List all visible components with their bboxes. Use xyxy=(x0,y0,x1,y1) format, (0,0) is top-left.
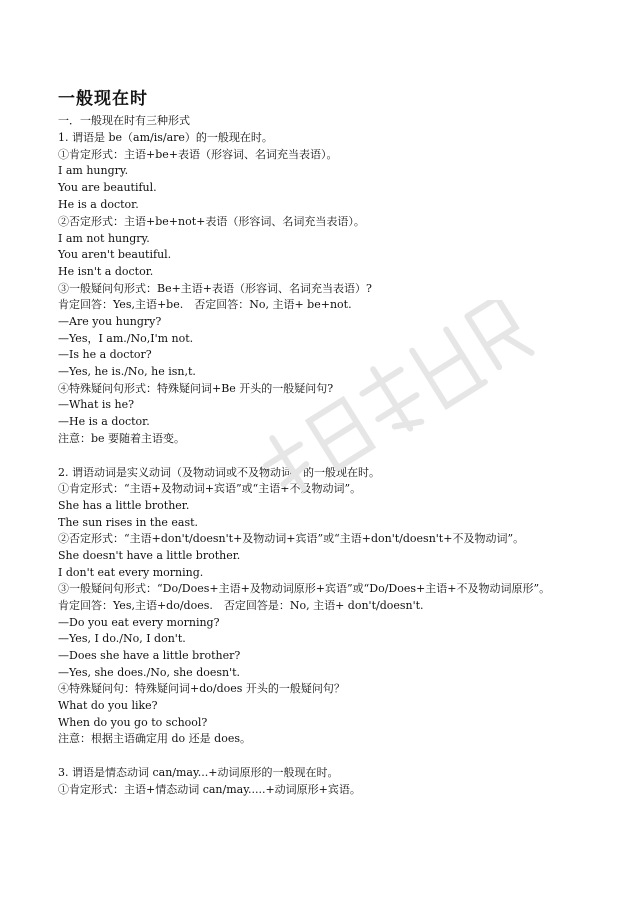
text-line: 注意：be 要随着主语变。 xyxy=(58,432,186,445)
text-line: What do you like? xyxy=(58,699,158,712)
text-line: I am hungry. xyxy=(58,164,129,177)
text-line: ③一般疑问句形式：“Do/Does+主语+及物动词原形+宾语”或“Do/Does+主语+不及物动词原形”。 xyxy=(58,582,551,595)
text-line: She doesn't have a little brother. xyxy=(58,549,241,562)
text-line: —Yes, he is./No, he isn,t. xyxy=(58,365,196,378)
text-line: You aren't beautiful. xyxy=(58,248,172,261)
text-line: ④特殊疑问句：特殊疑问词+do/does 开头的一般疑问句？ xyxy=(58,682,345,695)
text-line: ③一般疑问句形式：Be+主语+表语（形容词、名词充当表语）? xyxy=(58,282,372,295)
text-line: ①肯定形式：主语+情态动词 can/may.....+动词原形+宾语。 xyxy=(58,783,361,796)
text-line: —Yes, she does./No, she doesn't. xyxy=(58,666,241,679)
text-line: 注意：根据主语确定用 do 还是 does。 xyxy=(58,732,251,745)
text-line: ②否定形式：主语+be+not+表语（形容词、名词充当表语）。 xyxy=(58,215,365,228)
text-line: 3. 谓语是情态动词 can/may...+动词原形的一般现在时。 xyxy=(58,766,339,779)
text-line: —Are you hungry? xyxy=(58,315,162,328)
text-line: I am not hungry. xyxy=(58,232,150,245)
text-line: ①肯定形式：主语+be+表语（形容词、名词充当表语）。 xyxy=(58,148,338,161)
text-line: —Yes，I am./No,I'm not. xyxy=(58,332,194,345)
text-line: He is a doctor. xyxy=(58,198,139,211)
text-line: The sun rises in the east. xyxy=(58,516,199,529)
text-line: She has a little brother. xyxy=(58,499,190,512)
text-line: —Is he a doctor? xyxy=(58,348,152,361)
text-line: 一．一般现在时有三种形式 xyxy=(58,114,190,127)
text-line: When do you go to school? xyxy=(58,716,208,729)
text-line: —What is he? xyxy=(58,398,135,411)
text-line: ①肯定形式：“主语+及物动词+宾语”或“主语+不及物动词”。 xyxy=(58,482,362,495)
text-line: You are beautiful. xyxy=(58,181,157,194)
text-line: —Does she have a little brother? xyxy=(58,649,241,662)
text-line: I don't eat every morning. xyxy=(58,566,204,579)
text-line: ②否定形式：“主语+don't/doesn't+及物动词+宾语”或“主语+don't/doesn't+不及物动词”。 xyxy=(58,532,525,545)
page-title: 一般现在时 xyxy=(58,89,148,109)
text-line: —He is a doctor. xyxy=(58,415,150,428)
text-line: 肯定回答：Yes,主语+do/does. 否定回答是：No, 主语+ don't/doesn't. xyxy=(58,599,424,612)
text-line: 肯定回答：Yes,主语+be. 否定回答：No, 主语+ be+not. xyxy=(58,298,352,311)
text-line: 2. 谓语动词是实义动词（及物动词或不及物动词）的一般现在时。 xyxy=(58,466,380,479)
text-line: 1. 谓语是 be（am/is/are）的一般现在时。 xyxy=(58,131,273,144)
text-line: He isn't a doctor. xyxy=(58,265,154,278)
text-line: —Yes, I do./No, I don't. xyxy=(58,632,186,645)
text-line: ④特殊疑问句形式：特殊疑问词+Be 开头的一般疑问句? xyxy=(58,382,334,395)
text-line: —Do you eat every morning? xyxy=(58,616,220,629)
